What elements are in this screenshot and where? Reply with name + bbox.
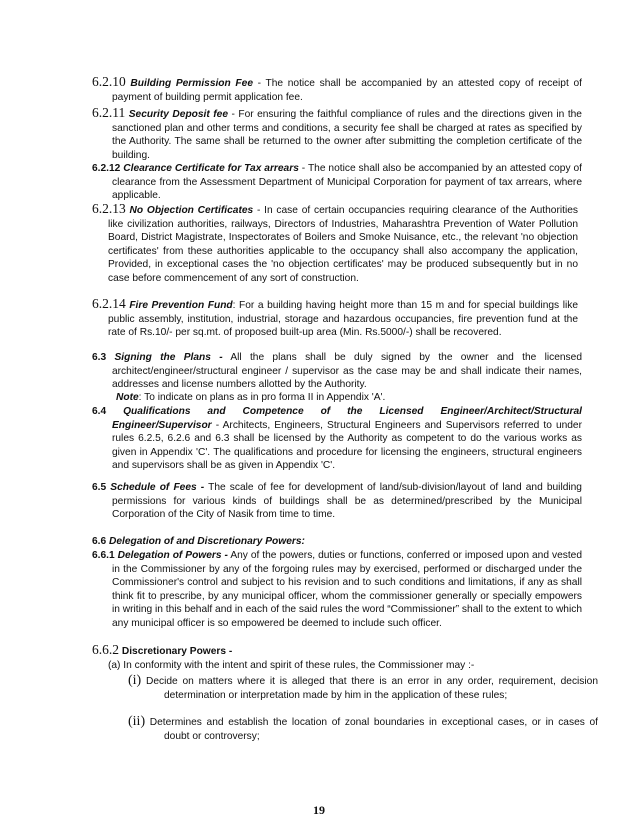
section-title: Building Permission Fee <box>130 78 253 89</box>
section-6-6-2-a-i <box>128 674 598 702</box>
note-text: : To indicate on plans as in pro forma II in Appendix 'A'. <box>138 392 386 403</box>
section-title: Clearance Certificate for Tax arrears <box>123 163 299 174</box>
section-6-6-1 <box>92 549 582 631</box>
section-number: 6.2.13 <box>92 201 126 216</box>
section-text: - The notice shall also be accompanied by an attested copy of clearance from the Assessment Department of Municipal Corporation for payment of tax arrears, where applicable. <box>112 163 582 202</box>
section-title: Delegation of and Discretionary Powers: <box>109 536 305 547</box>
section-title: Delegation of Powers - <box>117 550 228 561</box>
section-6-2-10 <box>92 75 582 104</box>
section-text: - In case of certain occupancies requiring clearance of the Authorities like civilization authorities, railways, Directors of Industries, Maharashtra Prevention of Water Pollution Board, District Magistrate, Inspectorates of Boilers and Smoke Nuisance, etc., the relevant 'no objection certificates' from these authorities applicable to the occupancy shall also accompany the application, Provided, in exceptional cases the 'no objection certificates' may be produced subsequently but in no case before commencement of any sort of construction. <box>108 205 578 284</box>
section-6-2-14 <box>92 297 578 340</box>
section-text: : For a building having height more than 15 m and for special buildings like public assembly, institution, industrial, storage and hazardous occupancies, fire prevention fund at the rate of Rs.10/- per sq.mt. of proposed built-up area (Min. Rs.5000/-) shall be recovered. <box>108 300 578 339</box>
section-6-3 <box>92 351 582 392</box>
section-title: Schedule of Fees - <box>110 482 205 493</box>
section-6-2-12 <box>92 162 582 203</box>
section-text: The scale of fee for development of land/sub-division/layout of land and building permissions for various kinds of buildings shall be as determined/prescribed by the Municipal Corporation of the City of Nasik from time to time. <box>112 482 582 521</box>
section-6-6-2 <box>92 643 562 659</box>
section-6-6-2-a <box>108 659 562 673</box>
section-title: Signing the Plans - <box>114 352 223 363</box>
section-text: - The notice shall be accompanied by an attested copy of receipt of payment of building permit application fee. <box>112 78 582 103</box>
note <box>116 391 562 405</box>
section-number: 6.5 <box>92 482 107 493</box>
section-text: (a) In conformity with the intent and spirit of these rules, the Commissioner may :- <box>108 660 475 671</box>
section-number: 6.2.12 <box>92 163 121 174</box>
section-text: - For ensuring the faithful compliance of rules and the directions given in the sanctioned plan and other terms and conditions, a security fee shall be charged at rates as specified by the Authority. The same shall be returned to the owner after submitting the completion certificate of the building. <box>112 109 582 161</box>
section-text: Any of the powers, duties or functions, conferred or imposed upon and vested in the Commissioner by any of the forgoing rules may by exercised, performed or discharged under the Commissioner's control and subject to his revision and to such conditions and limitations, if any as shall think fit to prescribe, by any municipal officer, whom the commissioner generally or specially empowers in writing in this behalf and in each of the said rules the word “Commissioner” shall to the extent to which any municipal officer is so empowered be deemed to include such officer. <box>112 550 582 629</box>
section-6-6 <box>92 535 562 549</box>
section-6-6-2-a-ii <box>128 715 598 743</box>
section-number: 6.6 <box>92 536 107 547</box>
section-number: 6.2.14 <box>92 296 126 311</box>
section-title: Qualifications and Competence of the Licensed Engineer/Architect/Structural Engineer/Supervisor <box>112 406 582 431</box>
section-6-4 <box>92 405 582 473</box>
section-number: 6.6.1 <box>92 550 115 561</box>
section-6-5 <box>92 481 582 522</box>
section-title: No Objection Certificates <box>129 205 254 216</box>
section-title: Security Deposit fee <box>128 109 228 120</box>
section-number: 6.2.11 <box>92 105 126 120</box>
section-number: 6.3 <box>92 352 107 363</box>
section-6-2-11 <box>92 106 582 162</box>
section-title: Fire Prevention Fund <box>129 300 233 311</box>
section-title: Discretionary Powers - <box>121 646 233 657</box>
section-number: 6.6.2 <box>92 642 119 657</box>
section-6-2-13 <box>92 202 578 286</box>
note-label: Note <box>116 392 139 403</box>
section-text: - Architects, Engineers, Structural Engineers and Supervisors referred to under rules 6.2.5, 6.2.6 and 6.3 shall be licensed by the Authority as competent to do the various works as given in Appendix 'C'. The qualifications and procedure for licensing the engineers, structural engineers and supervisors shall be as given in Appendix 'C'. <box>112 419 582 472</box>
item-text: Decide on matters where it is alleged that there is an error in any order, requirement, decision determination or interpretation made by him in the application of these rules; <box>141 676 598 701</box>
section-number: 6.2.10 <box>92 74 126 89</box>
item-number: (ii) <box>128 714 146 729</box>
page-number: 19 <box>313 803 325 817</box>
item-text: Determines and establish the location of zonal boundaries in exceptional cases, or in cases of doubt or controversy; <box>145 717 598 742</box>
section-text: All the plans shall be duly signed by the owner and the licensed architect/engineer/structural engineer / supervisor as the case may be and shall indicate their names, addresses and license numbers allotted by the Authority. <box>112 352 582 391</box>
item-number: (i) <box>128 673 142 688</box>
section-number: 6.4 <box>92 406 107 417</box>
